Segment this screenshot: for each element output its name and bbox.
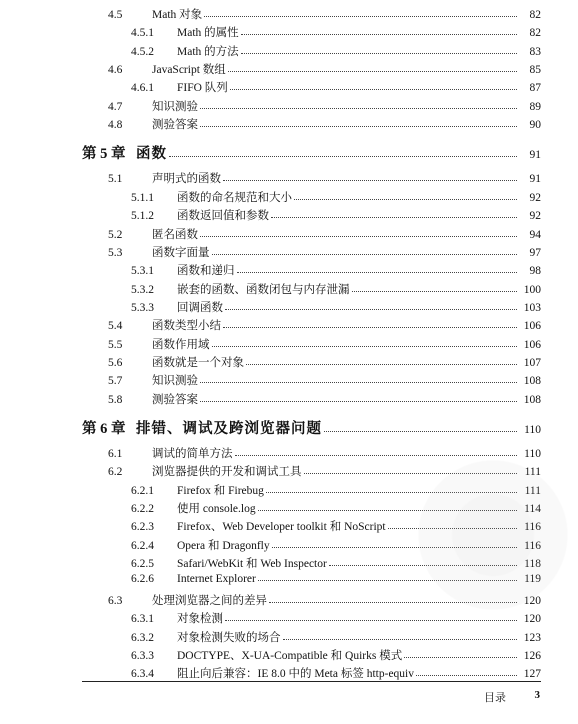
toc-entry-title: FIFO 队列 xyxy=(177,82,228,95)
toc-entry-page: 118 xyxy=(524,558,541,571)
toc-subsection-row xyxy=(0,43,578,61)
toc-leader-dots xyxy=(246,356,517,365)
toc-leader-dots xyxy=(200,374,517,383)
toc-leader-dots xyxy=(237,264,518,273)
toc-entry-number: 4.6.1 xyxy=(131,82,154,95)
toc-entry-page: 92 xyxy=(529,191,541,204)
toc-section-row xyxy=(0,6,578,24)
toc-entry-title: 函数返回值和参数 xyxy=(177,210,269,223)
toc-section-row xyxy=(0,391,578,409)
toc-section-row xyxy=(0,226,578,244)
toc-entry-number: 5.6 xyxy=(108,356,123,369)
toc-leader-dots xyxy=(212,338,518,347)
toc-entry-number: 5.4 xyxy=(108,320,123,333)
toc-entry-number: 4.7 xyxy=(108,100,123,113)
toc-entry-page: 110 xyxy=(524,448,541,460)
toc-entry-title: 函数字面量 xyxy=(152,246,210,259)
toc-subsection-row xyxy=(0,299,578,317)
toc-entry-number: 6.3.4 xyxy=(131,668,154,681)
toc-entry-page: 126 xyxy=(523,649,541,662)
toc-entry-page: 107 xyxy=(523,356,541,369)
toc-entry-page: 82 xyxy=(529,9,541,21)
toc-entry-page: 127 xyxy=(523,668,541,681)
toc-entry-title: Opera 和 Dragonfly xyxy=(177,539,270,552)
toc-entry-number: 4.5.1 xyxy=(131,27,154,40)
toc-entry-number: 5.2 xyxy=(108,228,123,241)
toc-leader-dots xyxy=(241,26,517,35)
toc-entry-number: 6.3 xyxy=(108,594,123,607)
toc-entry-page: 106 xyxy=(523,320,541,333)
toc-entry-page: 87 xyxy=(529,82,541,95)
toc-entry-title: Safari/WebKit 和 Web Inspector xyxy=(177,558,327,571)
toc-entry-title: 函数类型小结 xyxy=(152,320,221,333)
toc-chapter-row xyxy=(0,142,578,162)
toc-entry-title: 声明式的函数 xyxy=(152,173,221,186)
toc-entry-number: 6.3.3 xyxy=(131,649,154,662)
toc-entry-number: 4.8 xyxy=(108,119,123,132)
toc-entry-title: Firefox 和 Firebug xyxy=(177,484,264,497)
toc-subsection-row xyxy=(0,647,578,665)
toc-entry-title: 知识测验 xyxy=(152,375,198,388)
toc-entry-title: Math 对象 xyxy=(152,9,203,21)
toc-entry-page: 108 xyxy=(523,375,541,388)
toc-entry-number: 6.2 xyxy=(108,466,123,479)
toc-entry-number: 5.8 xyxy=(108,393,123,406)
toc-entry-number: 6.2.6 xyxy=(131,573,154,586)
toc-leader-dots xyxy=(324,423,517,432)
toc-chapter-row xyxy=(0,417,578,437)
toc-subsection-row xyxy=(0,189,578,207)
toc-entry-number: 5.1.1 xyxy=(131,191,154,204)
toc-section-row xyxy=(0,354,578,372)
toc-leader-dots xyxy=(200,393,517,402)
toc-leader-dots xyxy=(271,209,517,218)
toc-leader-dots xyxy=(416,667,517,676)
toc-entry-page: 116 xyxy=(524,521,541,534)
toc-leader-dots xyxy=(225,301,517,310)
toc-entry-page: 90 xyxy=(529,119,541,132)
toc-leader-dots xyxy=(200,118,517,127)
toc-entry-title: Firefox、Web Developer toolkit 和 NoScript xyxy=(177,521,386,534)
toc-entry-title: 知识测验 xyxy=(152,100,198,113)
toc-entry-number: 5.7 xyxy=(108,375,123,388)
toc-leader-dots xyxy=(169,148,517,157)
toc-leader-dots xyxy=(204,8,517,17)
toc-subsection-row xyxy=(0,262,578,280)
toc-entry-title: 嵌套的函数、函数闭包与内存泄漏 xyxy=(177,283,350,296)
toc-section-row xyxy=(0,336,578,354)
toc-entry-title: DOCTYPE、X-UA-Compatible 和 Quirks 模式 xyxy=(177,649,403,662)
toc-entry-number: 5.3.2 xyxy=(131,283,154,296)
toc-entry-title: 对象检测 xyxy=(177,613,223,626)
toc-leader-dots xyxy=(241,45,517,54)
toc-entry-title: 测验答案 xyxy=(152,119,198,132)
toc-entry-page: 120 xyxy=(523,594,541,607)
toc-entry-number: 第 6 章 xyxy=(82,421,126,437)
toc-entry-number: 第 5 章 xyxy=(82,146,126,163)
toc-leader-dots xyxy=(283,631,518,640)
toc-section-row xyxy=(0,170,578,188)
toc-entry-page: 82 xyxy=(529,27,541,40)
toc-entry-title: 测验答案 xyxy=(152,393,198,406)
toc-entry-number: 6.3.2 xyxy=(131,631,154,644)
toc-entry-page: 91 xyxy=(529,173,541,186)
footer-label: 目录 xyxy=(484,691,506,704)
toc-entry-number: 5.3.3 xyxy=(131,301,154,314)
toc-entry-page: 92 xyxy=(529,210,541,223)
toc-entry-number: 5.3.1 xyxy=(131,265,154,278)
toc-entry-number: 6.2.2 xyxy=(131,503,154,516)
toc-entry-page: 111 xyxy=(524,484,541,497)
toc-entry-number: 5.1 xyxy=(108,173,123,186)
toc-section-row xyxy=(0,372,578,390)
toc-entry-number: 6.3.1 xyxy=(131,613,154,626)
toc-entry-number: 6.2.1 xyxy=(131,484,154,497)
toc-entry-title: 对象检测失败的场合 xyxy=(177,631,281,644)
toc-entry-title: 函数和递归 xyxy=(177,265,235,278)
toc-entry-page: 85 xyxy=(529,64,541,77)
toc-entry-number: 5.1.2 xyxy=(131,210,154,223)
toc-entry-page: 111 xyxy=(524,466,541,479)
toc-entry-page: 103 xyxy=(523,301,541,314)
toc-entry-title: Internet Explorer xyxy=(177,573,256,586)
toc-entry-page: 89 xyxy=(529,100,541,113)
toc-entry-number: 4.5 xyxy=(108,9,123,21)
toc-section-row xyxy=(0,244,578,262)
toc-entry-page: 116 xyxy=(524,539,541,552)
toc-entry-page: 94 xyxy=(529,228,541,241)
toc-section-row xyxy=(0,98,578,116)
toc-entry-page: 97 xyxy=(529,246,541,259)
footer-divider xyxy=(82,681,541,682)
toc-entry-page: 123 xyxy=(523,631,541,644)
toc-entry-page: 114 xyxy=(524,503,541,516)
toc-entry-page: 98 xyxy=(529,265,541,278)
toc-entry-title: 匿名函数 xyxy=(152,228,198,241)
toc-entry-title: 使用 console.log xyxy=(177,503,256,516)
toc-entry-title: 浏览器提供的开发和调试工具 xyxy=(152,466,302,479)
toc-leader-dots xyxy=(223,172,517,181)
toc-subsection-row xyxy=(0,207,578,225)
toc-subsection-row xyxy=(0,281,578,299)
toc-leader-dots xyxy=(212,246,518,255)
toc-leader-dots xyxy=(404,649,517,658)
toc-entry-number: 4.5.2 xyxy=(131,45,154,58)
toc-entry-title: 回调函数 xyxy=(177,301,223,314)
toc-entry-page: 91 xyxy=(529,149,541,162)
footer-page-number: 3 xyxy=(534,689,540,701)
toc-entry-page: 106 xyxy=(523,338,541,351)
toc-entry-title: 函数 xyxy=(136,146,167,163)
toc-entry-page: 120 xyxy=(523,613,541,626)
toc-entry-title: JavaScript 数组 xyxy=(152,64,226,77)
toc-leader-dots xyxy=(223,319,517,328)
toc-entry-title: 排错、调试及跨浏览器问题 xyxy=(136,421,322,437)
toc-entry-page: 108 xyxy=(523,393,541,406)
toc-entry-page: 83 xyxy=(529,45,541,58)
toc-entry-title: 函数就是一个对象 xyxy=(152,356,244,369)
toc-entry-title: Math 的方法 xyxy=(177,45,239,58)
toc-entry-number: 6.2.4 xyxy=(131,539,154,552)
toc-section-row xyxy=(0,317,578,335)
toc-entry-page: 100 xyxy=(523,283,541,296)
toc-section-row xyxy=(0,61,578,79)
toc-entry-number: 6.1 xyxy=(108,448,123,460)
toc-entry-title: 阻止向后兼容：IE 8.0 中的 Meta 标签 http-equiv xyxy=(177,668,415,681)
toc-entry-page: 119 xyxy=(524,573,541,586)
toc-entry-number: 5.3 xyxy=(108,246,123,259)
toc-entry-page: 110 xyxy=(524,424,541,436)
toc-entry-title: 处理浏览器之间的差异 xyxy=(152,594,267,607)
toc-subsection-row xyxy=(0,24,578,42)
toc-leader-dots xyxy=(352,283,518,292)
toc-leader-dots xyxy=(294,191,517,200)
toc-subsection-row xyxy=(0,79,578,97)
toc-leader-dots xyxy=(200,100,517,109)
toc-entry-title: Math 的属性 xyxy=(177,27,239,40)
toc-entry-number: 4.6 xyxy=(108,64,123,77)
toc-entry-title: 函数作用域 xyxy=(152,338,210,351)
toc-section-row xyxy=(0,116,578,134)
toc-leader-dots xyxy=(230,81,517,90)
toc-leader-dots xyxy=(200,228,517,237)
toc-entry-title: 函数的命名规范和大小 xyxy=(177,191,292,204)
toc-leader-dots xyxy=(228,63,517,72)
toc-entry-title: 调试的简单方法 xyxy=(152,448,233,460)
toc-entry-number: 6.2.3 xyxy=(131,521,154,534)
toc-entry-number: 6.2.5 xyxy=(131,558,154,571)
toc-entry-number: 5.5 xyxy=(108,338,123,351)
toc-subsection-row xyxy=(0,629,578,647)
